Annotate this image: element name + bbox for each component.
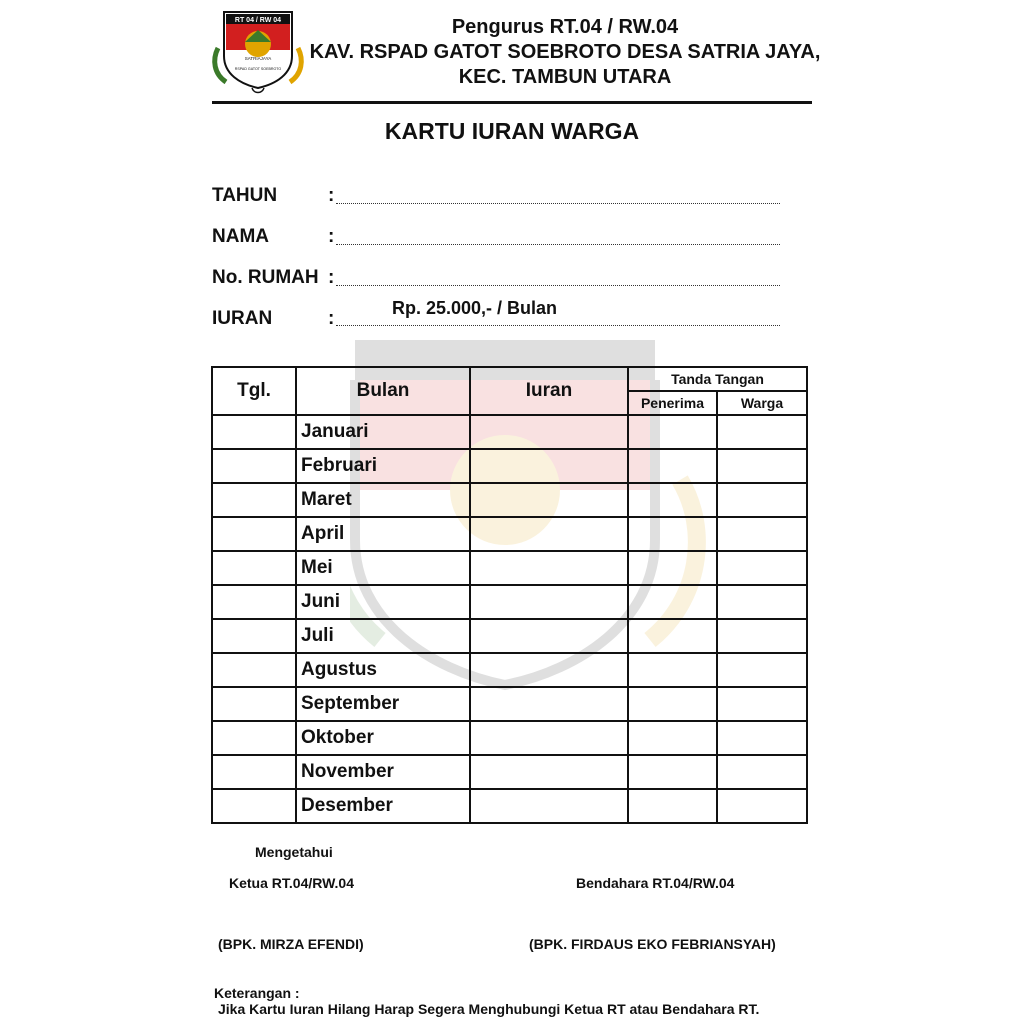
col-header-iuran: Iuran	[470, 367, 628, 415]
rumah-label: No. RUMAH	[212, 267, 319, 288]
header-divider	[212, 101, 812, 104]
iuran-cell[interactable]	[470, 789, 628, 823]
table-row	[212, 585, 807, 619]
penerima-cell[interactable]	[628, 789, 717, 823]
iuran-cell[interactable]	[470, 755, 628, 789]
month-cell: November	[296, 755, 470, 789]
penerima-cell[interactable]	[628, 449, 717, 483]
ketua-name: (BPK. MIRZA EFENDI)	[218, 936, 364, 952]
iuran-cell[interactable]	[470, 415, 628, 449]
tahun-label: TAHUN	[212, 185, 278, 206]
table-row	[212, 517, 807, 551]
iuran-cell[interactable]	[470, 619, 628, 653]
table-row	[212, 483, 807, 517]
penerima-cell[interactable]	[628, 755, 717, 789]
tgl-cell[interactable]	[212, 721, 296, 755]
mengetahui-text: Mengetahui	[255, 844, 333, 860]
month-cell: Februari	[296, 449, 470, 483]
note-label: Keterangan :	[214, 985, 300, 1001]
col-header-bulan: Bulan	[296, 367, 470, 415]
logo-ring-text: RSPAD GATOT SOEBROTO	[234, 67, 282, 71]
tahun-colon: :	[328, 185, 335, 206]
col-header-tanda-tangan: Tanda Tangan	[628, 367, 807, 391]
penerima-cell[interactable]	[628, 517, 717, 551]
warga-cell[interactable]	[717, 789, 807, 823]
col-header-warga: Warga	[717, 391, 807, 415]
tgl-cell[interactable]	[212, 755, 296, 789]
penerima-cell[interactable]	[628, 551, 717, 585]
iuran-cell[interactable]	[470, 721, 628, 755]
month-cell: Oktober	[296, 721, 470, 755]
tgl-cell[interactable]	[212, 789, 296, 823]
bendahara-title: Bendahara RT.04/RW.04	[576, 875, 735, 891]
month-cell: Juni	[296, 585, 470, 619]
warga-cell[interactable]	[717, 721, 807, 755]
logo-mid-text: SATRIAJAYA	[244, 56, 272, 61]
warga-cell[interactable]	[717, 449, 807, 483]
month-cell: September	[296, 687, 470, 721]
iuran-label: IURAN	[212, 308, 273, 329]
warga-cell[interactable]	[717, 653, 807, 687]
month-cell: Maret	[296, 483, 470, 517]
tgl-cell[interactable]	[212, 551, 296, 585]
iuran-cell[interactable]	[470, 449, 628, 483]
month-cell: Juli	[296, 619, 470, 653]
note-text: Jika Kartu Iuran Hilang Harap Segera Menghubungi Ketua RT atau Bendahara RT.	[218, 1001, 760, 1017]
rt-logo-icon	[210, 8, 306, 94]
table-row	[212, 415, 807, 449]
rumah-field[interactable]	[336, 285, 780, 286]
iuran-cell[interactable]	[470, 653, 628, 687]
logo-top-text: RT 04 / RW 04	[234, 17, 282, 24]
tgl-cell[interactable]	[212, 653, 296, 687]
tgl-cell[interactable]	[212, 585, 296, 619]
table-row	[212, 721, 807, 755]
bendahara-name: (BPK. FIRDAUS EKO FEBRIANSYAH)	[529, 936, 776, 952]
warga-cell[interactable]	[717, 619, 807, 653]
iuran-cell[interactable]	[470, 551, 628, 585]
header-line-1: Pengurus RT.04 / RW.04	[451, 16, 679, 38]
table-row	[212, 551, 807, 585]
penerima-cell[interactable]	[628, 721, 717, 755]
warga-cell[interactable]	[717, 517, 807, 551]
iuran-value: Rp. 25.000,- / Bulan	[392, 298, 558, 318]
header-line-2: KAV. RSPAD GATOT SOEBROTO DESA SATRIA JAYA,	[309, 41, 821, 63]
month-cell: Mei	[296, 551, 470, 585]
tgl-cell[interactable]	[212, 517, 296, 551]
iuran-colon: :	[328, 308, 335, 329]
tgl-cell[interactable]	[212, 483, 296, 517]
rumah-colon: :	[328, 267, 335, 288]
tgl-cell[interactable]	[212, 687, 296, 721]
table-row	[212, 755, 807, 789]
month-cell: Agustus	[296, 653, 470, 687]
table-row	[212, 789, 807, 823]
warga-cell[interactable]	[717, 551, 807, 585]
month-cell: Januari	[296, 415, 470, 449]
col-header-tgl: Tgl.	[212, 367, 296, 415]
ketua-title: Ketua RT.04/RW.04	[229, 875, 355, 891]
table-row	[212, 653, 807, 687]
warga-cell[interactable]	[717, 585, 807, 619]
dues-table	[211, 366, 808, 824]
col-header-penerima: Penerima	[628, 391, 717, 415]
nama-label: NAMA	[212, 226, 269, 247]
penerima-cell[interactable]	[628, 687, 717, 721]
warga-cell[interactable]	[717, 687, 807, 721]
penerima-cell[interactable]	[628, 483, 717, 517]
iuran-cell[interactable]	[470, 517, 628, 551]
nama-field[interactable]	[336, 244, 780, 245]
month-cell: Desember	[296, 789, 470, 823]
iuran-cell[interactable]	[470, 585, 628, 619]
penerima-cell[interactable]	[628, 653, 717, 687]
penerima-cell[interactable]	[628, 585, 717, 619]
tgl-cell[interactable]	[212, 619, 296, 653]
warga-cell[interactable]	[717, 415, 807, 449]
warga-cell[interactable]	[717, 755, 807, 789]
header-line-3: KEC. TAMBUN UTARA	[458, 66, 672, 88]
month-cell: April	[296, 517, 470, 551]
tgl-cell[interactable]	[212, 449, 296, 483]
iuran-field[interactable]	[336, 325, 780, 326]
tgl-cell[interactable]	[212, 415, 296, 449]
penerima-cell[interactable]	[628, 415, 717, 449]
warga-cell[interactable]	[717, 483, 807, 517]
tahun-field[interactable]	[336, 203, 780, 204]
iuran-cell[interactable]	[470, 687, 628, 721]
table-row	[212, 619, 807, 653]
table-row	[212, 449, 807, 483]
penerima-cell[interactable]	[628, 619, 717, 653]
table-row	[212, 687, 807, 721]
document-title: KARTU IURAN WARGA	[384, 118, 640, 144]
nama-colon: :	[328, 226, 335, 247]
iuran-cell[interactable]	[470, 483, 628, 517]
